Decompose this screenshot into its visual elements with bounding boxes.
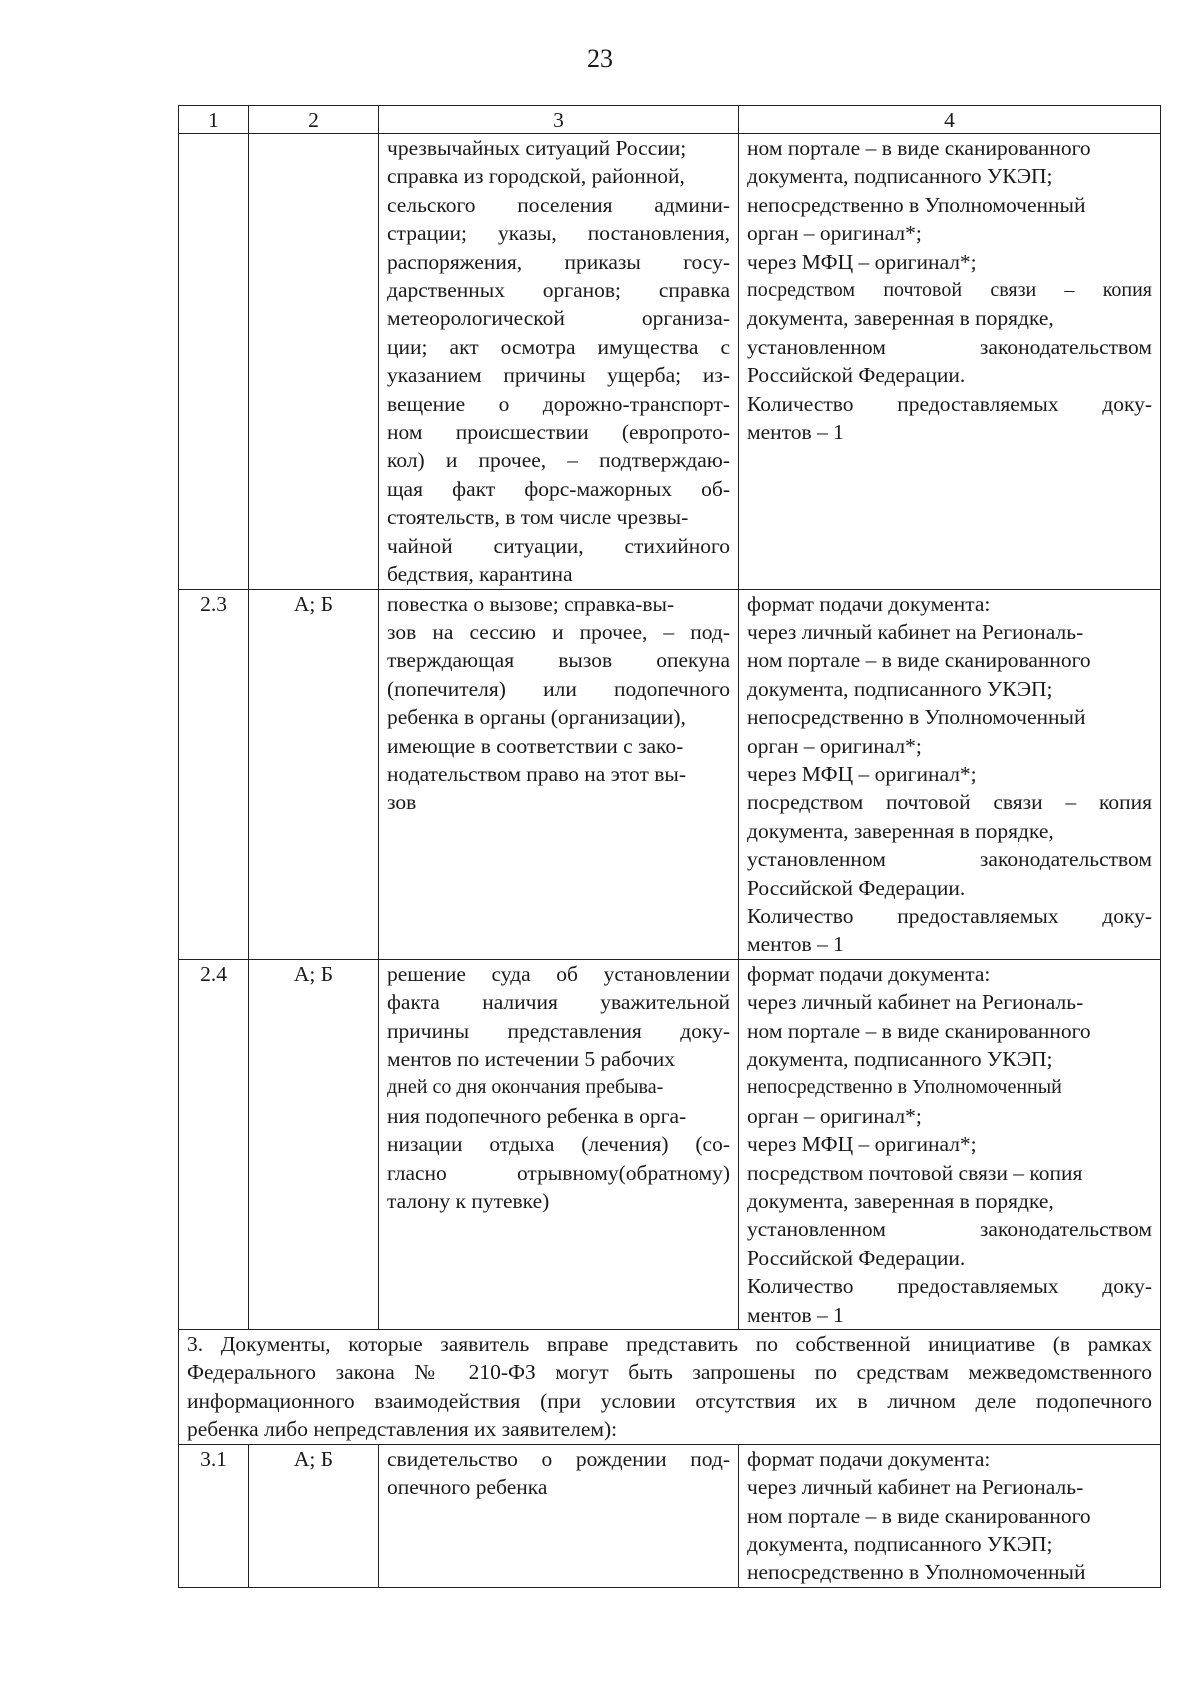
page-number: 23 xyxy=(587,44,613,73)
header-col-1: 1 xyxy=(179,106,249,134)
text-line: установленном законодательством xyxy=(747,334,1152,359)
text-line: через МФЦ – оригинал*; xyxy=(747,249,977,274)
table-row xyxy=(179,134,1161,590)
submission-format xyxy=(739,134,1161,590)
text-line: ментов – 1 xyxy=(747,932,844,957)
document-name xyxy=(379,134,739,590)
header-col-2: 2 xyxy=(249,106,379,134)
text-line: непосредственно в Уполномоченный xyxy=(747,705,1086,730)
text-line: через личный кабинет на Региональ- xyxy=(747,990,1084,1015)
text-line: дарственных органов; справка xyxy=(387,278,730,303)
text-line: орган – оригинал*; xyxy=(747,733,922,758)
text-line: орган – оригинал*; xyxy=(747,221,922,246)
applicant-category: А; Б xyxy=(249,959,379,1329)
text-line: орган – оригинал*; xyxy=(747,1103,922,1128)
text-line: метеорологической организа- xyxy=(387,306,730,331)
text-line: (попечителя) или подопечного xyxy=(387,676,730,701)
text-line: щая факт форс-мажорных об- xyxy=(387,476,730,501)
text-line: справка из городской, районной, xyxy=(387,164,685,189)
text-line: Количество предоставляемых доку- xyxy=(747,391,1152,416)
table-header-row xyxy=(179,106,1161,134)
text-line: формат подачи документа: xyxy=(747,961,991,986)
text-line: непосредственно в Уполномоченный xyxy=(747,1560,1086,1585)
table-row xyxy=(179,959,1161,1329)
text-line: ребенка в органы (организации), xyxy=(387,705,686,730)
text-line: документа, заверенная в порядке, xyxy=(747,1189,1054,1214)
text-line: ния подопечного ребенка в орга- xyxy=(387,1103,687,1128)
text-line: документа, подписанного УКЭП; xyxy=(747,1047,1053,1071)
text-line: Количество предоставляемых доку- xyxy=(747,1274,1152,1299)
table-row xyxy=(179,589,1161,959)
text-line: непосредственно в Уполномоченный xyxy=(747,192,1086,217)
text-line: ментов по истечении 5 рабочих xyxy=(387,1047,675,1071)
section-3-row xyxy=(179,1330,1161,1445)
text-line: Федерального закона № 210-ФЗ могут быть запрошены по средствам межведомственного xyxy=(187,1360,1152,1385)
row-number: 2.3 xyxy=(179,589,249,959)
text-line: посредством почтовой связи – копия xyxy=(747,790,1152,815)
text-line: имеющие в соответствии с зако- xyxy=(387,733,684,758)
text-line: решение суда об установлении xyxy=(387,961,730,986)
text-line: Российской Федерации. xyxy=(747,1245,966,1270)
document-name xyxy=(379,589,739,959)
text-line: установленном законодательством xyxy=(747,847,1152,872)
text-line: документа, подписанного УКЭП; xyxy=(747,164,1053,189)
text-line: Количество предоставляемых доку- xyxy=(747,903,1152,928)
text-line: низации отдыха (лечения) (со- xyxy=(387,1132,730,1157)
text-line: стоятельств, в том числе чрезвы- xyxy=(387,505,689,530)
text-line: ребенка либо непредставления их заявителем): xyxy=(187,1417,618,1442)
row-number: 2.4 xyxy=(179,959,249,1329)
text-line: дней со дня окончания пребыва- xyxy=(387,1076,664,1099)
text-line: чайной ситуации, стихийного xyxy=(387,533,730,558)
submission-format xyxy=(739,589,1161,959)
text-line: причины представления доку- xyxy=(387,1018,730,1043)
text-line: непосредственно в Уполномоченный xyxy=(747,1076,1062,1099)
text-line: опечного ребенка xyxy=(387,1475,548,1500)
header-col-3: 3 xyxy=(379,106,739,134)
text-line: ном портале – в виде сканированного xyxy=(747,1018,1091,1043)
documents-table xyxy=(178,105,1161,1588)
text-line: документа, подписанного УКЭП; xyxy=(747,1531,1053,1556)
text-line: через личный кабинет на Региональ- xyxy=(747,1475,1084,1500)
text-line: нодательством право на этот вы- xyxy=(387,761,686,786)
text-line: посредством почтовой связи – копия xyxy=(747,279,1152,302)
text-line: ном портале – в виде сканированного xyxy=(747,648,1091,673)
text-line: зов на сессию и прочее, – под- xyxy=(387,619,730,644)
text-line: кол) и прочее, – подтверждаю- xyxy=(387,448,730,473)
text-line: ции; акт осмотра имущества с xyxy=(387,334,730,359)
text-line: вещение о дорожно-транспорт- xyxy=(387,391,730,416)
row-number: 3.1 xyxy=(179,1444,249,1587)
text-line: тверждающая вызов опекуна xyxy=(387,648,730,673)
text-line: формат подачи документа: xyxy=(747,591,991,616)
text-line: распоряжения, приказы госу- xyxy=(387,249,730,274)
text-line: через личный кабинет на Региональ- xyxy=(747,619,1084,644)
text-line: документа, заверенная в порядке, xyxy=(747,818,1054,843)
text-line: формат подачи документа: xyxy=(747,1446,991,1471)
submission-format xyxy=(739,1444,1161,1587)
text-line: бедствия, карантина xyxy=(387,562,573,587)
text-line: факта наличия уважительной xyxy=(387,990,730,1015)
applicant-category: А; Б xyxy=(249,589,379,959)
text-line: документа, заверенная в порядке, xyxy=(747,306,1054,331)
text-line: ном портале – в виде сканированного xyxy=(747,1503,1091,1528)
text-line: свидетельство о рождении под- xyxy=(387,1446,730,1471)
text-line: талону к путевке) xyxy=(387,1189,550,1214)
text-line: зов xyxy=(387,790,417,815)
text-line: через МФЦ – оригинал*; xyxy=(747,1132,977,1157)
document-name xyxy=(379,1444,739,1587)
text-line: ментов – 1 xyxy=(747,1302,844,1327)
text-line: посредством почтовой связи – копия xyxy=(747,1160,1083,1185)
text-line: чрезвычайных ситуаций России; xyxy=(387,136,687,160)
applicant-category: А; Б xyxy=(249,1444,379,1587)
text-line: 3. Документы, которые заявитель вправе представить по собственной инициативе (в рамках xyxy=(187,1332,1152,1357)
text-line: сельского поселения админи- xyxy=(387,192,730,217)
text-line: ном портале – в виде сканированного xyxy=(747,136,1091,160)
text-line: указанием причины ущерба; из- xyxy=(387,363,730,388)
text-line: через МФЦ – оригинал*; xyxy=(747,761,977,786)
text-line: документа, подписанного УКЭП; xyxy=(747,676,1053,701)
submission-format xyxy=(739,959,1161,1329)
text-line: информационного взаимодействия (при условии отсутствия их в личном деле подопечного xyxy=(187,1388,1152,1413)
section-3-heading xyxy=(179,1330,1161,1445)
text-line: гласно отрывному(обратному) xyxy=(387,1160,730,1185)
text-line: повестка о вызове; справка-вы- xyxy=(387,591,675,616)
document-name xyxy=(379,959,739,1329)
text-line: ментов – 1 xyxy=(747,420,844,445)
applicant-category xyxy=(249,134,379,590)
text-line: Российской Федерации. xyxy=(747,875,966,900)
text-line: Российской Федерации. xyxy=(747,363,966,388)
text-line: страции; указы, постановления, xyxy=(387,221,730,246)
header-col-4: 4 xyxy=(739,106,1161,134)
row-number xyxy=(179,134,249,590)
table-row xyxy=(179,1444,1161,1587)
text-line: ном происшествии (европрото- xyxy=(387,420,730,445)
text-line: установленном законодательством xyxy=(747,1217,1152,1242)
